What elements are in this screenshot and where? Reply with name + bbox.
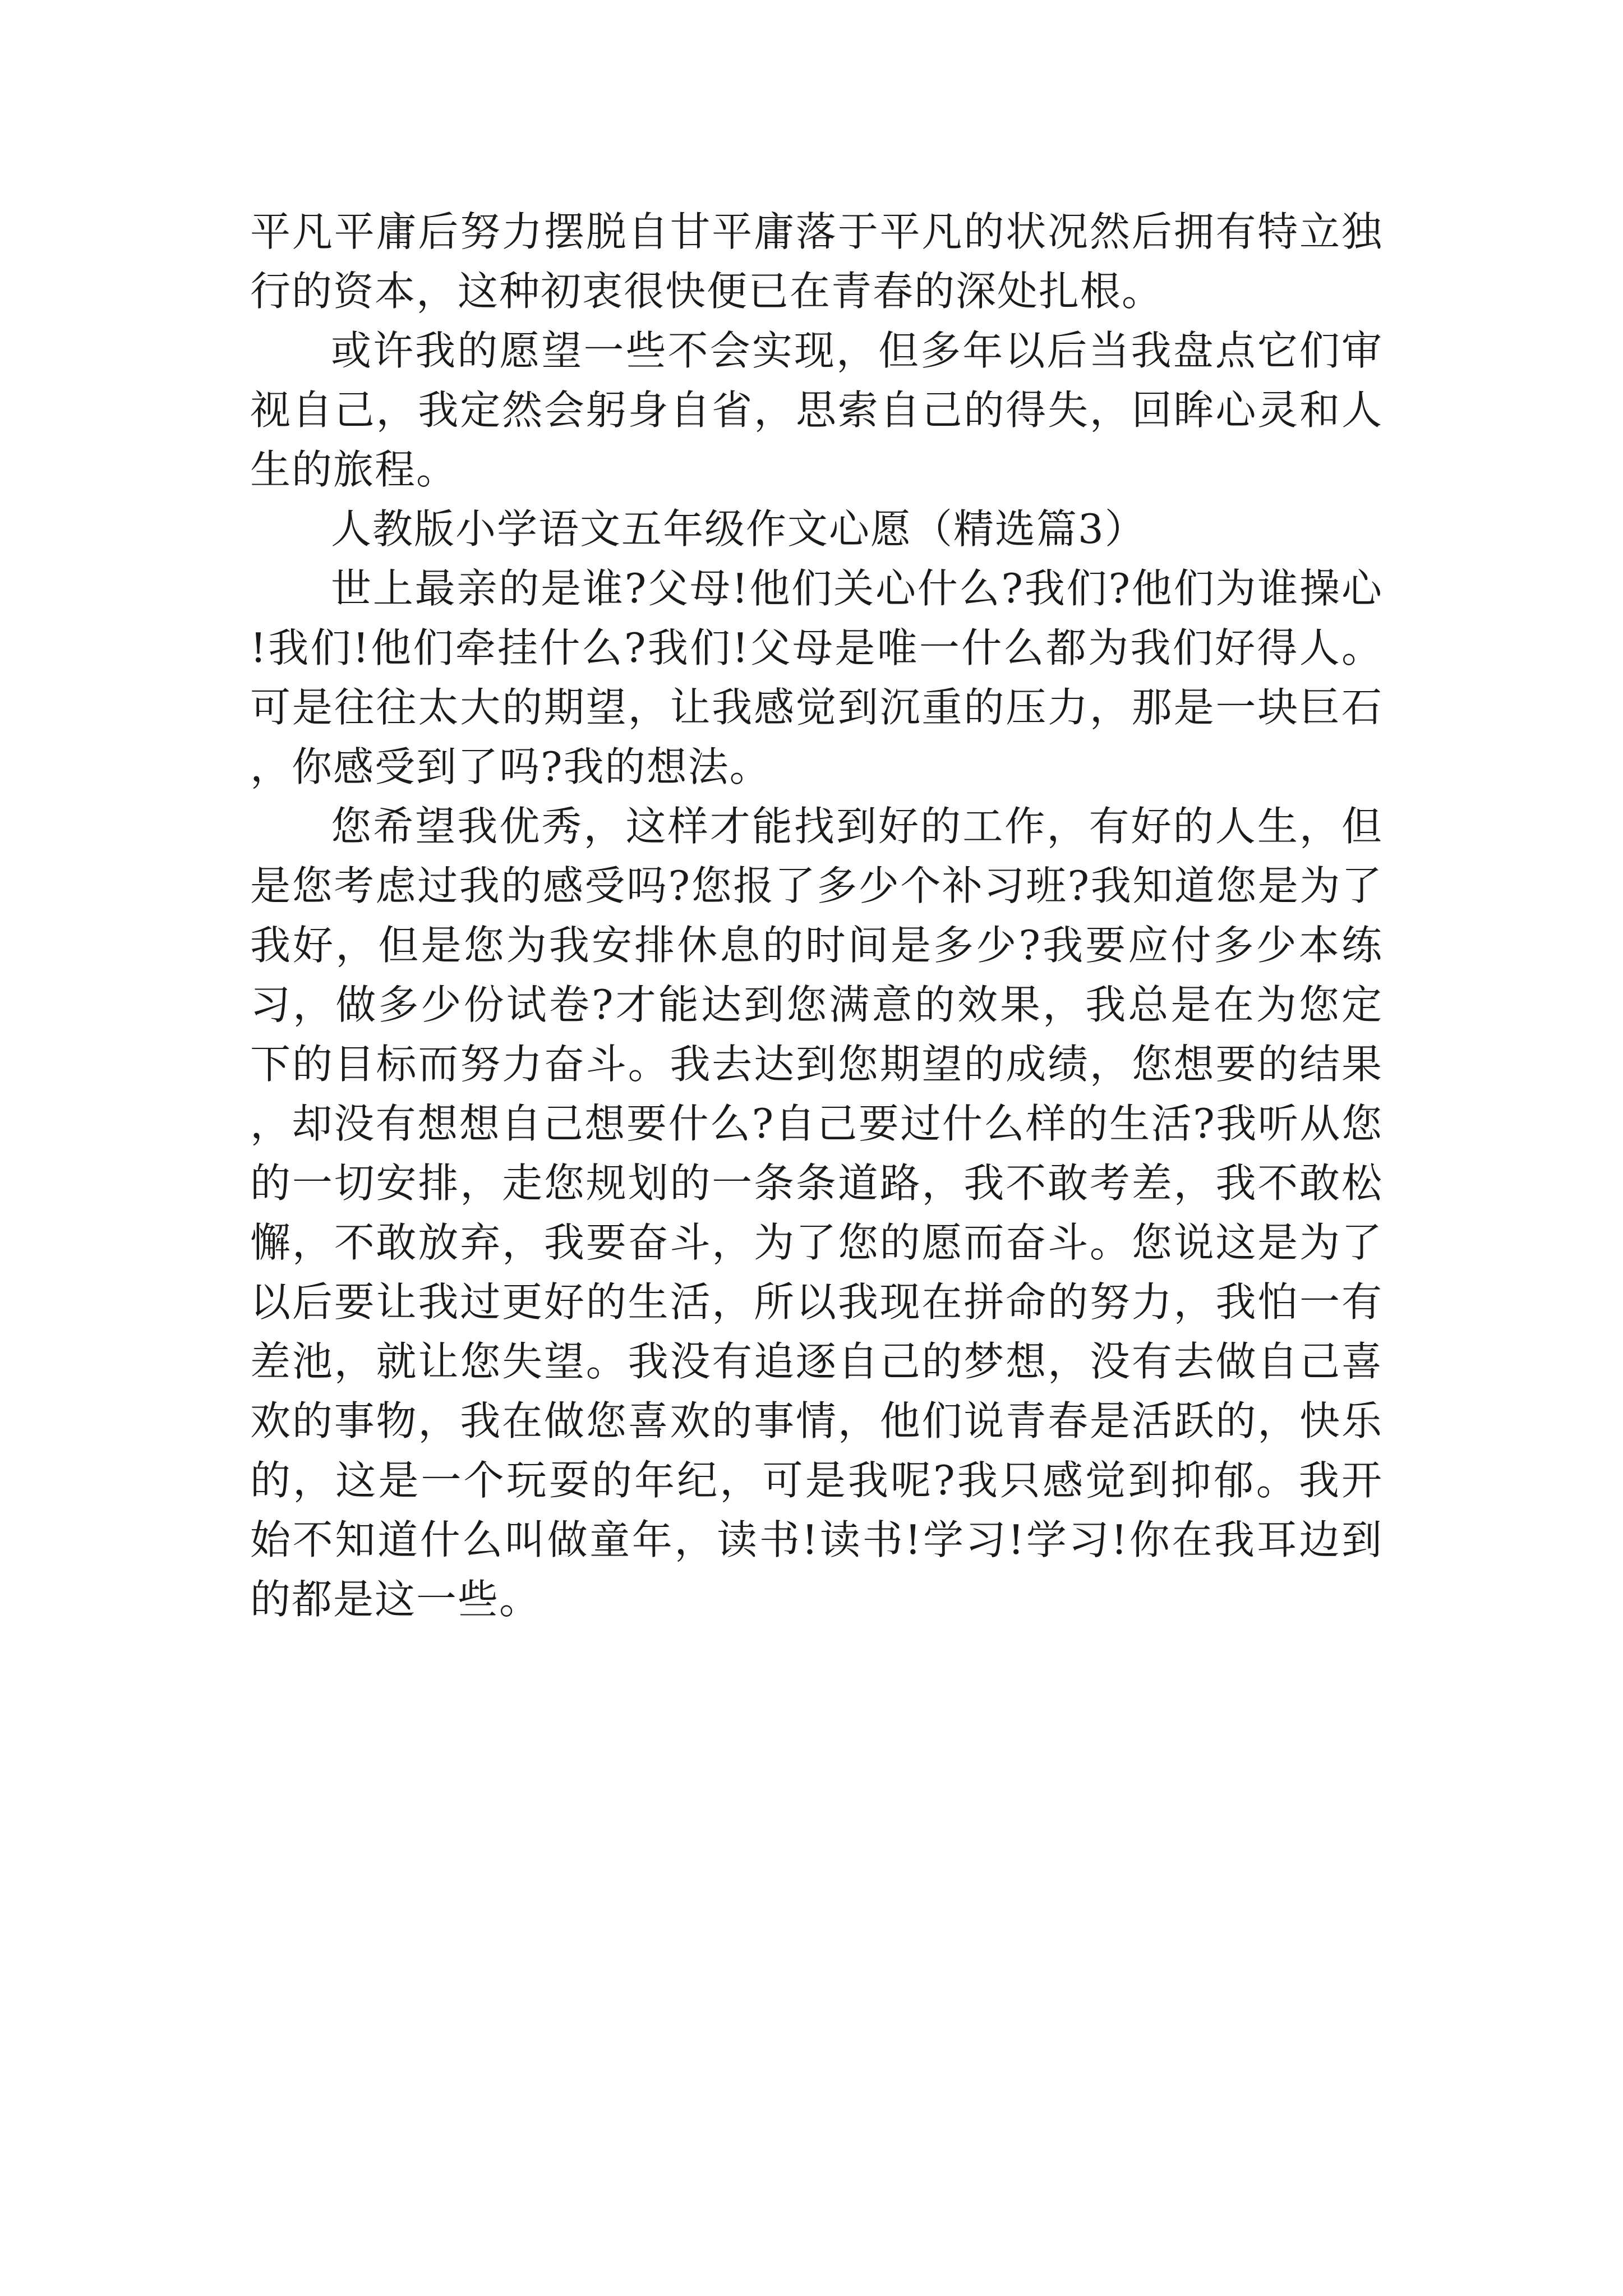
section-title: 人教版小学语文五年级作文心愿（精选篇3） — [331, 505, 1146, 553]
paragraph-parents-intro: 世上最亲的是谁?父母!他们关心什么?我们?他们为谁操心!我们!他们牵挂什么?我们!父母是唯一什么都为我们好得人。可是往往太大的期望，让我感觉到沉重的压力，那是一块巨石，你感受到了吗?我的想法。 — [250, 565, 1383, 790]
paragraph-letter-body: 您希望我优秀，这样才能找到好的工作，有好的人生，但是您考虑过我的感受吗?您报了多少个补习班?我知道您是为了我好，但是您为我安排休息的时间是多少?我要应付多少本练习，做多少份试卷?才能达到您满意的效果，我总是在为您定下的目标而努力奋斗。我去达到您期望的成绩，您想要的结果，却没有想想自己想要什么?自己要过什么样的生活?我听从您的一切安排，走您规划的一条条道路，我不敢考差，我不敢松懈，不敢放弃，我要奋斗，为了您的愿而奋斗。您说这是为了以后要让我过更好的生活，所以我现在拼命的努力，我怕一有差池，就让您失望。我没有追逐自己的梦想，没有去做自己喜欢的事物，我在做您喜欢的事情，他们说青春是活跃的，快乐的，这是一个玩耍的年纪，可是我呢?我只感觉到抑郁。我开始不知道什么叫做童年，读书!读书!学习!学习!你在我耳边到的都是这一些。 — [250, 803, 1383, 1623]
document-text-body — [250, 202, 1383, 1629]
paragraph-continuation: 平凡平庸后努力摆脱自甘平庸落于平凡的状况然后拥有特立独行的资本，这种初衷很快便已在青春的深处扎根。 — [250, 208, 1383, 315]
paragraph-reflection: 或许我的愿望一些不会实现，但多年以后当我盘点它们审视自己，我定然会躬身自省，思索自己的得失，回眸心灵和人生的旅程。 — [250, 327, 1383, 493]
